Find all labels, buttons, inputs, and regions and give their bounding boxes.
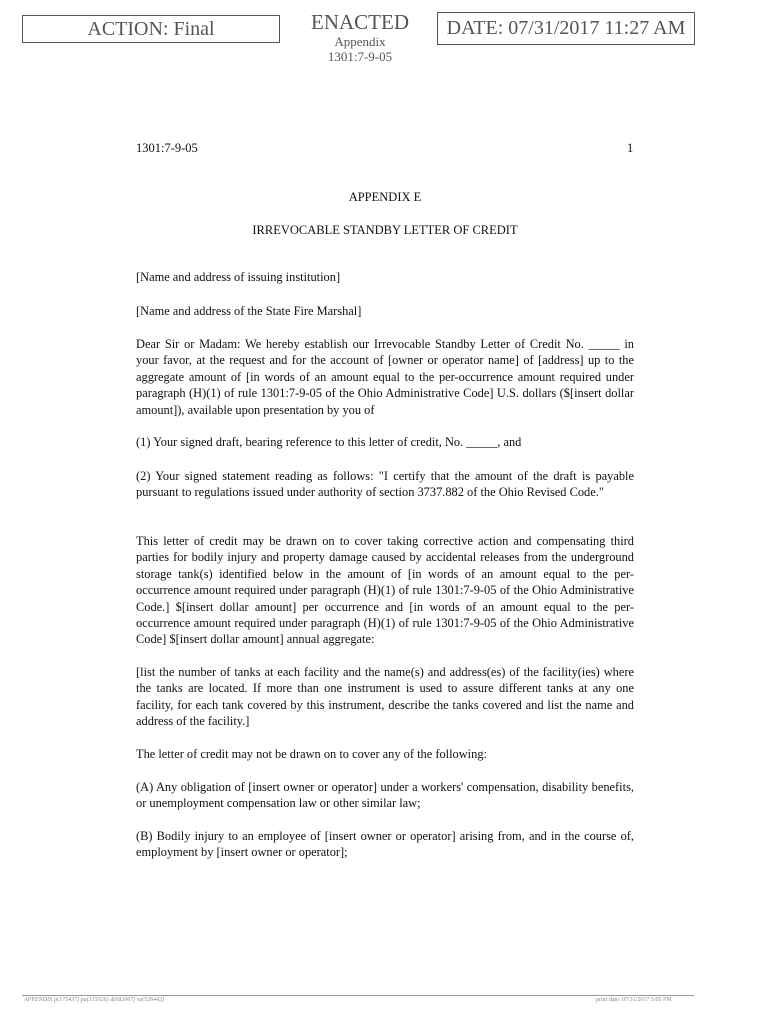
enacted-status-block <box>295 10 425 64</box>
action-status-box: ACTION: Final <box>22 15 280 43</box>
paragraph-salutation: Dear Sir or Madam: We hereby establish our Irrevocable Standby Letter of Credit No. _____ in your favor, at the request and for the account of [owner or operator name] of [address] up to the aggregate amount of [in words of an amount equal to the per-occurrence amount required under paragraph (H)(1) of rule 1301:7-9-05 of the Ohio Administrative Code] U.S. dollars ($[insert dollar amount]), available upon presentation by you of <box>136 337 634 417</box>
paragraph-issuer-placeholder: [Name and address of issuing institution] <box>136 270 341 284</box>
paragraph-recipient-placeholder: [Name and address of the State Fire Marshal] <box>136 304 362 318</box>
page-number: 1 <box>627 141 634 155</box>
page-rule-number: 1301:7-9-05 <box>136 141 198 155</box>
doc-type-label: Appendix <box>334 34 386 49</box>
date-box: DATE: 07/31/2017 11:27 AM <box>437 12 695 45</box>
paragraph-item-1: (1) Your signed draft, bearing reference to this letter of credit, No. _____, and <box>136 435 522 449</box>
paragraph-coverage: This letter of credit may be drawn on to cover taking corrective action and compensating third parties for bodily injury and property damage caused by accidental releases from the underground storage tank(s) identified below in the amount of [in words of an amount equal to the per-occurrence amount required under paragraph (H)(1) of rule 1301:7-9-05 of the Ohio Administrative Code.] $[insert dollar amount] per occurrence and [in words of an amount equal to the per-occurrence amount required under paragraph (H)(1) of rule 1301:7-9-05 of the Ohio Administrative Code] $[insert dollar amount] annual aggregate: <box>136 534 634 647</box>
appendix-title: APPENDIX E <box>348 190 422 204</box>
footer-print-date: print date: 07/31/2017 5:05 PM <box>596 997 672 1003</box>
paragraph-exclusion-b: (B) Bodily injury to an employee of [insert owner or operator] arising from, and in the course of, employment by [insert owner or operator]; <box>136 829 634 860</box>
status-title: ENACTED <box>311 10 409 34</box>
footer-document-ids: APPENDIX p(175437) pa(315926) d(682067) ra(526442) <box>24 997 164 1003</box>
paragraph-tank-list: [list the number of tanks at each facility and the name(s) and address(es) of the facility(ies) where the tanks are located. If more than one instrument is used to assure different tanks at any one facility, for each tank covered by this instrument, describe the tanks covered and list the name and address of the facility.] <box>136 665 634 729</box>
paragraph-item-2: (2) Your signed statement reading as follows: "I certify that the amount of the draft is payable pursuant to regulations issued under authority of section 3737.882 of the Ohio Revised Code." <box>136 469 634 500</box>
paragraph-exclusion-a: (A) Any obligation of [insert owner or operator] under a workers' compensation, disability benefits, or unemployment compensation law or other similar law; <box>136 780 634 811</box>
rule-code-label: 1301:7-9-05 <box>327 49 393 64</box>
paragraph-exclusions-intro: The letter of credit may not be drawn on to cover any of the following: <box>136 747 487 761</box>
footer-divider <box>22 995 694 996</box>
letter-title: IRREVOCABLE STANDBY LETTER OF CREDIT <box>252 223 518 237</box>
